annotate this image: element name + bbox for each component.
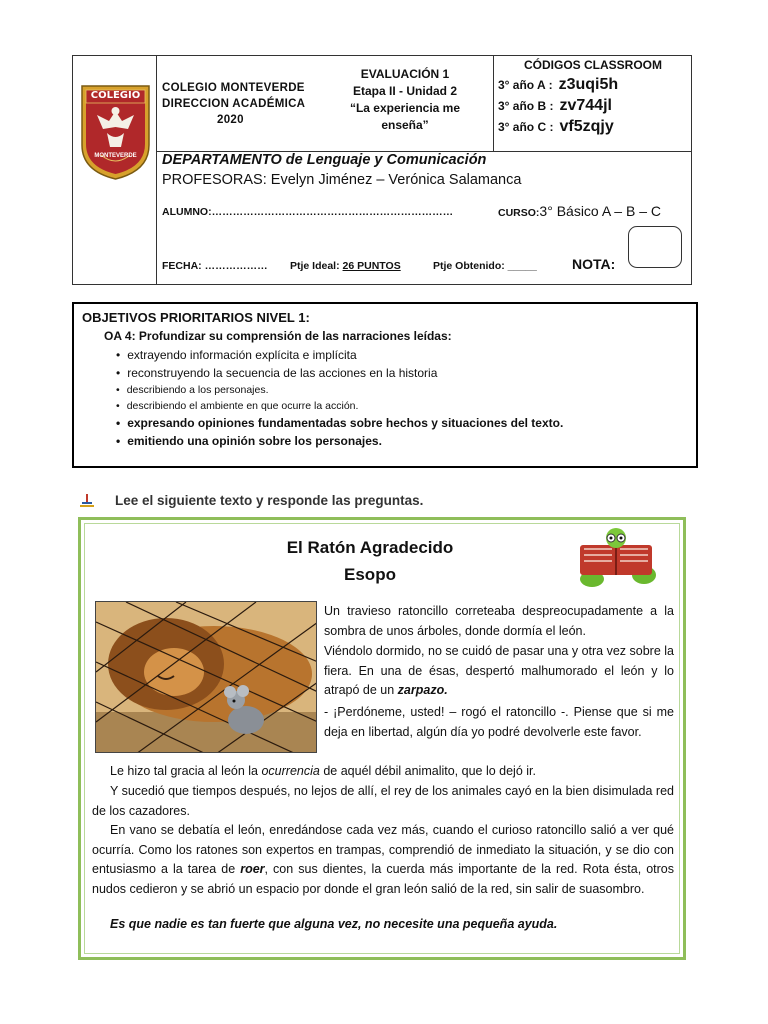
bookworm-reading-icon <box>572 527 662 594</box>
evaluation-title: EVALUACIÓN 1 <box>360 67 450 81</box>
list-item: • emitiendo una opinión sobre los personajes. <box>116 434 382 448</box>
school-logo <box>79 83 152 181</box>
evaluation-block <box>330 66 480 134</box>
objectives-title: OBJETIVOS PRIORITARIOS NIVEL 1: <box>82 310 310 325</box>
lion-in-net-image <box>95 601 317 753</box>
list-item: • expresando opiniones fundamentadas sobre hechos y situaciones del texto. <box>116 416 564 430</box>
code-row-b <box>498 97 688 115</box>
logo-text-top: COLEGIO <box>90 90 141 101</box>
story-paragraph-6: En vano se debatía el león, enredándose cada vez más, cuando el curioso ratoncillo salió a ver qué ocurría. Como los ratones son expertos en trampas, comprendió de inmediato la situación, y se dio con entusiasmo a la tarea de roer, con sus dientes, la cuerda más importante de la red. Rota ésta, otros nudos cedieron y se abrió un espacio por donde el gran león salió de la red, sin salir de suasombro. <box>92 823 674 896</box>
evaluation-subtitle-1: “La experiencia me <box>349 101 461 115</box>
list-item: • extrayendo información explícita e implícita <box>116 348 357 362</box>
story-paragraph-1: Un travieso ratoncillo correteaba despreocupadamente a la sombra de unos árboles, donde dormía el león. <box>324 604 674 638</box>
course-field <box>498 203 661 219</box>
academic-direction: DIRECCION ACADÉMICA <box>162 98 306 110</box>
grade-box[interactable] <box>628 226 682 268</box>
story-paragraph-2: Viéndolo dormido, no se cuidó de pasar una y otra vez sobre la fiera. En una de ésas, despertó malhumorado el león y lo atrapó de un zarpazo. <box>324 644 674 697</box>
code-label: 3° año B : <box>498 99 554 113</box>
evaluation-subtitle-2: enseña” <box>381 118 429 132</box>
code-label: 3° año C : <box>498 120 554 134</box>
code-row-a <box>498 76 688 94</box>
school-year: 2020 <box>217 114 244 126</box>
story-paragraph-4: Le hizo tal gracia al león la ocurrencia de aquél débil animalito, que lo dejó ir. <box>110 764 536 778</box>
story-moral: Es que nadie es tan fuerte que alguna vez, no necesite una pequeña ayuda. <box>110 917 558 931</box>
school-name: COLEGIO MONTEVERDE <box>162 82 305 94</box>
school-name-block <box>162 80 305 128</box>
story-title: El Ratón Agradecido <box>286 538 454 557</box>
ideal-score-value: 26 PUNTOS <box>342 260 401 272</box>
student-field[interactable]: ALUMNO:…………………………………………………………… <box>162 206 454 218</box>
objectives-list <box>116 348 686 448</box>
classroom-codes <box>498 58 688 136</box>
story-paragraph-5: Y sucedió que tiempos después, no lejos de allí, el rey de los animales cayó en la bien disimulada red de los cazadores. <box>92 784 674 818</box>
objectives-box <box>72 302 698 468</box>
code-value[interactable]: z3uqi5h <box>558 76 619 93</box>
list-item: • describiendo a los personajes. <box>116 384 269 396</box>
code-label: 3° año A : <box>498 78 553 92</box>
course-value: 3° Básico A – B – C <box>539 203 661 219</box>
objective-oa4: OA 4: Profundizar su comprensión de las narraciones leídas: <box>104 329 452 343</box>
codes-title: CÓDIGOS CLASSROOM <box>523 58 662 72</box>
code-value[interactable]: vf5zqjy <box>559 118 614 135</box>
code-value[interactable]: zv744jl <box>559 97 612 114</box>
date-field[interactable]: FECHA: ……………… <box>162 260 268 272</box>
grade-label: NOTA: <box>572 256 616 272</box>
code-row-c <box>498 118 688 136</box>
evaluation-stage: Etapa II - Unidad 2 <box>352 84 457 98</box>
teachers: PROFESORAS: Evelyn Jiménez – Verónica Salamanca <box>162 172 522 188</box>
list-item: • describiendo el ambiente en que ocurre la acción. <box>116 400 359 412</box>
ideal-score-label: Ptje Ideal: <box>290 260 340 272</box>
course-label: CURSO: <box>498 207 540 219</box>
pencil-bullet-icon <box>80 494 94 513</box>
story-author: Esopo <box>344 565 396 584</box>
instruction-text: Lee el siguiente texto y responde las preguntas. <box>115 493 424 508</box>
list-item: • reconstruyendo la secuencia de las acciones en la historia <box>116 366 438 380</box>
obtained-score-field[interactable]: Ptje Obtenido: _____ <box>433 260 537 272</box>
story-paragraph-3: - ¡Perdóneme, usted! – rogó el ratoncillo -. Piense que si me deja en libertad, algún día yo podré devolverle este favor. <box>324 705 674 739</box>
department: DEPARTAMENTO de Lenguaje y Comunicación <box>162 152 487 168</box>
logo-text-bottom: MONTEVERDE <box>94 153 137 159</box>
ideal-score <box>290 260 401 272</box>
